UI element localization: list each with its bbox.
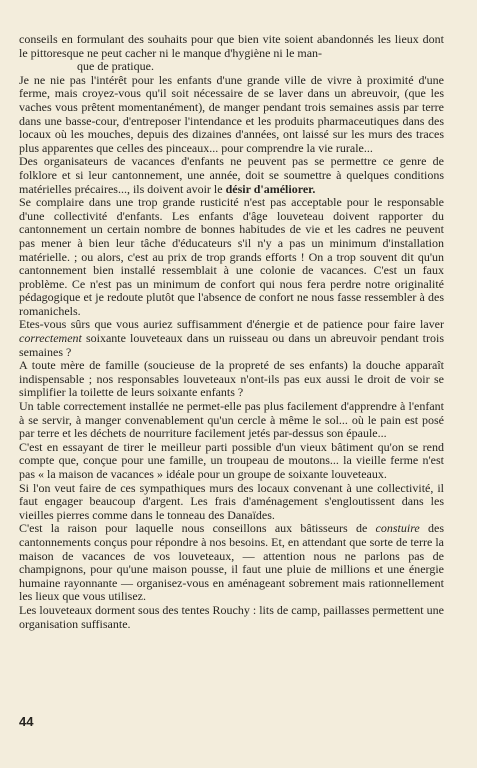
body-text bbox=[19, 33, 444, 631]
paragraph-1-text: conseils en formulant des souhaits pour que bien vite soient abandonnés les lieux dont le pittoresque ne peut cacher ni le manque d'hygiène ni le man- bbox=[19, 32, 444, 60]
paragraph-5-text-a: Etes-vous sûrs que vous auriez suffisamment d'énergie et de patience pour faire laver bbox=[19, 317, 444, 332]
paragraph-5-text-b: soixante louveteaux dans un ruisseau ou dans un abreuvoir pendant trois semaines ? bbox=[19, 331, 444, 359]
paragraph-3 bbox=[19, 155, 444, 196]
paragraph-10-text-b: des cantonnements conçus pour répondre à nos besoins. Et, en attendant que sorte de terre la maison de vacances de vos louveteaux, — attention nous ne parlons pas de champignons, pour qu'une maison pousse, il faut une pluie de millions et une énergie humaine rayonnante — organisez-vous en aménageant sobrement mais rationnellement les lieux que vous utilisez. bbox=[19, 521, 444, 604]
paragraph-3-text: Des organisateurs de vacances d'enfants ne peuvent pas se permettre ce genre de folklore et si leur cantonnement, une année, doit se soumettre à quelques conditions matérielles précaires..., ils doivent avoir le bbox=[19, 154, 444, 196]
paragraph-9: Si l'on veut faire de ces sympathiques murs des locaux convenant à une collectivité, il faut engager beaucoup d'argent. Les frais d'aménagement s'engloutissent dans les vieilles pierres comme dans le tonneau des Danaïdes. bbox=[19, 480, 444, 522]
paragraph-2: Je ne nie pas l'intérêt pour les enfants d'une grande ville de vivre à proximité d'une ferme, mais croyez-vous qu'il soit nécessaire de se laver dans un abreuvoir, (que les vaches vous prêtent momentanément), de manger pendant trois semaines assis par terre dans une basse-cour, d'entreposer l'intendance et les produits pharmaceutiques dans des locaux où les mouches, depuis des dizaines d'années, ont laissé sur les murs des traces plus apparentes que celles des pinceaux... pour comprendre la vie rurale... bbox=[19, 72, 444, 155]
paragraph-10 bbox=[19, 522, 444, 604]
paragraph-1-tail: que de pratique. bbox=[77, 59, 154, 74]
page-number: 44 bbox=[19, 714, 34, 729]
paragraph-10-italic: constuire bbox=[375, 521, 420, 536]
paragraph-11: Les louveteaux dorment sous des tentes Rouchy : lits de camp, paillasses permettent une organisation suffisante. bbox=[19, 602, 444, 631]
paragraph-6: A toute mère de famille (soucieuse de la propreté de ses enfants) la douche apparaît indispensable ; nos responsables louveteaux n'ont-ils pas eux aussi le droit de voir se simplifier la toilette de leurs soixante enfants ? bbox=[19, 358, 444, 400]
paragraph-5 bbox=[19, 318, 444, 359]
paragraph-10-text-a: C'est la raison pour laquelle nous conseillons aux bâtisseurs de bbox=[19, 521, 376, 536]
paragraph-1 bbox=[19, 33, 444, 74]
paragraph-3-emphasis: désir d'améliorer. bbox=[225, 181, 316, 196]
paragraph-4: Se complaire dans une trop grande rusticité n'est pas acceptable pour le responsable d'une collectivité d'enfants. Les enfants d'âge louveteau doivent rapporter du cantonnement un certain nombre de bonnes habitudes de vie et les cadres ne peuvent pas mener à bien leur tâche d'éducateurs s'il n'y a pas un minimum d'installation matérielle. ; ou alors, c'est au prix de trop grands efforts ! On a trop souvent dit qu'un cantonnement bien installé ressemblait à une colonie de vacances. C'est un faux problème. Ce n'est pas un minimum de confort qui nous fera perdre notre originalité pédagogique et je redoute plutôt que l'absence de confort ne nous fasse ressembler à des romanichels. bbox=[19, 195, 444, 318]
paragraph-7: Un table correctement installée ne permet-elle pas plus facilement d'apprendre à l'enfant à se servir, à manger convenablement qu'un cercle à même le sol... où le pain est posé par terre et les déchets de nourriture facilement jetés par-dessus son épaule... bbox=[19, 399, 444, 441]
paragraph-8: C'est en essayant de tirer le meilleur parti possible d'un vieux bâtiment qu'on se rend compte que, conçue pour une famille, un troupeau de moutons... la vieille ferme n'est pas « la maison de vacances » idéale pour un groupe de soixante louveteaux. bbox=[19, 439, 444, 481]
paragraph-5-italic: correctement bbox=[19, 331, 82, 346]
